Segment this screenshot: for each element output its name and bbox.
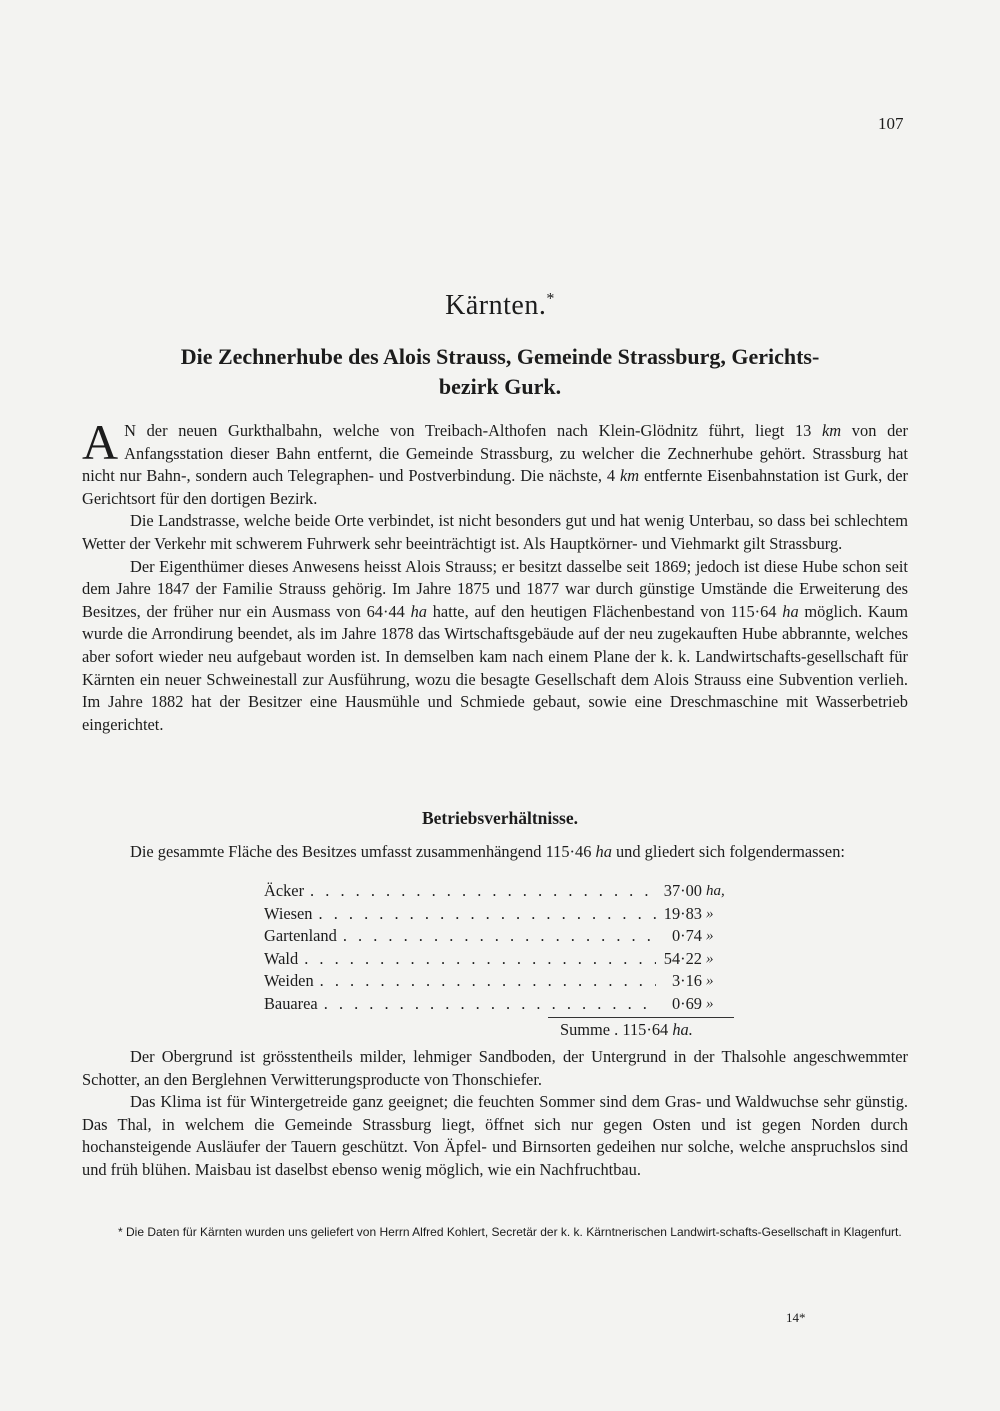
table-row (264, 925, 734, 948)
chapter-title-text: Kärnten. (445, 290, 547, 321)
sum-label: Summe . 115·64 (560, 1020, 669, 1039)
table-row (264, 880, 734, 903)
body-text-upper (82, 414, 908, 736)
area-unit: » (706, 973, 714, 990)
paragraph-road: Die Landstrasse, welche beide Orte verbindet, ist nicht besonders gut und hat wenig Unterbau, so dass bei schlechtem Wetter der Verkehr mit schwerem Fuhrwerk sehr beeinträchtigt ist. Als Hauptkörner- und Viehmarkt gilt Strassburg. (82, 511, 908, 553)
table-row (264, 948, 734, 971)
area-value: 54·22 (663, 948, 702, 968)
drop-cap: A (82, 414, 119, 470)
area-name: Wald (264, 948, 299, 968)
section-title: Betriebsverhältnisse. (421, 808, 579, 828)
area-unit: » (706, 950, 714, 967)
area-unit: » (706, 905, 714, 922)
article-subtitle (80, 342, 920, 402)
paragraph-text: und gliedert sich folgendermassen: (611, 842, 845, 861)
area-table (264, 880, 734, 1016)
sheet-signature: 14* (786, 1310, 806, 1325)
area-name: Weiden (264, 971, 314, 991)
paragraph-climate: Das Klima ist für Wintergetreide ganz geeignet; die feuchten Sommer sind dem Gras- und Waldwuchse sehr günstig. Das Thal, in welchem die Gemeinde Strassburg liegt, öffnet sich nur gegen Osten und ist gegen Norden durch hochansteigende Ausläufer der Tauern geschützt. Von Äpfel- und Birnsorten gedeihen nur solche, welche anspruchslos sind und früh blühen. Maisbau ist daselbst ebenso wenig möglich, wie ein Nachfruchtbau. (82, 1092, 908, 1179)
area-value: 3·16 (671, 971, 702, 991)
paragraph-text: von der Anfangsstation dieser Bahn entfernt, die Gemeinde Strassburg, zu welcher die Zechnerhube gehört. Strassburg hat nicht nur Bahn-, sondern auch Telegraphen- und Postverbindung. Die nächste, 4 (82, 421, 908, 486)
dot-leader (337, 925, 656, 948)
footnote-mark: * (546, 290, 555, 308)
sum-row (560, 1020, 693, 1040)
dot-leader (313, 903, 657, 926)
unit-ha: ha (410, 601, 427, 621)
area-name: Äcker (264, 881, 305, 900)
sum-divider (548, 1017, 734, 1018)
area-name: Wiesen (264, 903, 313, 923)
subtitle-line-2: bezirk Gurk. (438, 374, 562, 399)
dot-leader (298, 948, 656, 971)
paragraph-text: entfernte Eisenbahnstation ist Gurk, der Gerichtsort für den dortigen Bezirk. (82, 466, 908, 508)
paragraph-text: N der neuen Gurkthalbahn, welche von Treibach-Althofen nach Klein-Glödnitz führt, liegt 13 (124, 421, 823, 440)
unit-ha: ha (782, 601, 799, 621)
area-value: 0·69 (671, 993, 702, 1013)
table-row (264, 903, 734, 926)
dot-leader (304, 880, 656, 903)
footnote: * Die Daten für Kärnten wurden uns geliefert von Herrn Alfred Kohlert, Secretär der k. k. Kärntnerischen Landwirt-schafts-Gesellschaft in Klagenfurt. (118, 1225, 902, 1239)
table-row (264, 970, 734, 993)
area-unit: » (706, 995, 714, 1012)
unit-ha: ha (595, 842, 612, 861)
area-value: 0·74 (671, 926, 702, 946)
dot-leader (314, 970, 656, 993)
sum-unit: ha. (672, 1020, 693, 1039)
area-value: 19·83 (663, 903, 702, 923)
unit-km: km (822, 421, 842, 440)
dot-leader (318, 993, 656, 1016)
area-name: Bauarea (264, 993, 318, 1013)
area-unit: » (706, 928, 714, 945)
area-value: 37·00 (663, 881, 702, 900)
paragraph-location (82, 414, 908, 510)
paragraph-text: Der Eigenthümer dieses Anwesens heisst Alois Strauss; er besitzt dasselbe seit 1869; jedoch ist diese Hube schon seit dem Jahre 1847 der Familie Strauss gehörig. Im Jahre 1875 und 1877 war durch günstige Umstände die Erweiterung des Besitzes, der früher nur ein Ausmass von 64·44 (82, 556, 908, 621)
table-row (264, 993, 734, 1016)
paragraph-owner (82, 556, 908, 737)
paragraph-text: hatte, auf den heutigen Flächenbestand von 115·64 (426, 601, 783, 621)
area-unit: ha, (706, 883, 725, 899)
paragraph-text: möglich. Kaum wurde die Arrondirung beendet, als im Jahre 1878 das Wirtschaftsgebäude auf der neu zugekauften Hube abbrannte, welches aber sofort wieder neu aufgebaut worden ist. In demselben kam nach einem Plane der k. k. Landwirtschafts-gesellschaft für Kärnten ein neuer Schweinestall zur Ausführung, wozu die besagte Gesellschaft dem Alois Strauss eine Subvention verlieh. Im Jahre 1882 hat der Besitzer eine Hausmühle und Schmiede gebaut, sowie eine Dreschmaschine mit Wasserbetrieb eingerichtet. (82, 601, 908, 734)
body-text-lower (82, 1046, 908, 1182)
subtitle-line-1: Die Zechnerhube des Alois Strauss, Gemeinde Strassburg, Gerichts- (180, 344, 820, 369)
paragraph-area-intro (82, 841, 908, 864)
paragraph-soil: Der Obergrund ist grösstentheils milder, lehmiger Sandboden, der Untergrund in der Thalsohle angeschwemmter Schotter, an den Berglehnen Verwitterungsproducte von Thonschiefer. (82, 1047, 908, 1089)
unit-km: km (620, 466, 640, 486)
section-intro (82, 841, 908, 864)
page-number: 107 (878, 114, 904, 133)
area-name: Gartenland (264, 926, 337, 946)
paragraph-text: Die gesammte Fläche des Besitzes umfasst zusammenhängend 115·46 (130, 842, 596, 861)
chapter-title (80, 290, 920, 322)
